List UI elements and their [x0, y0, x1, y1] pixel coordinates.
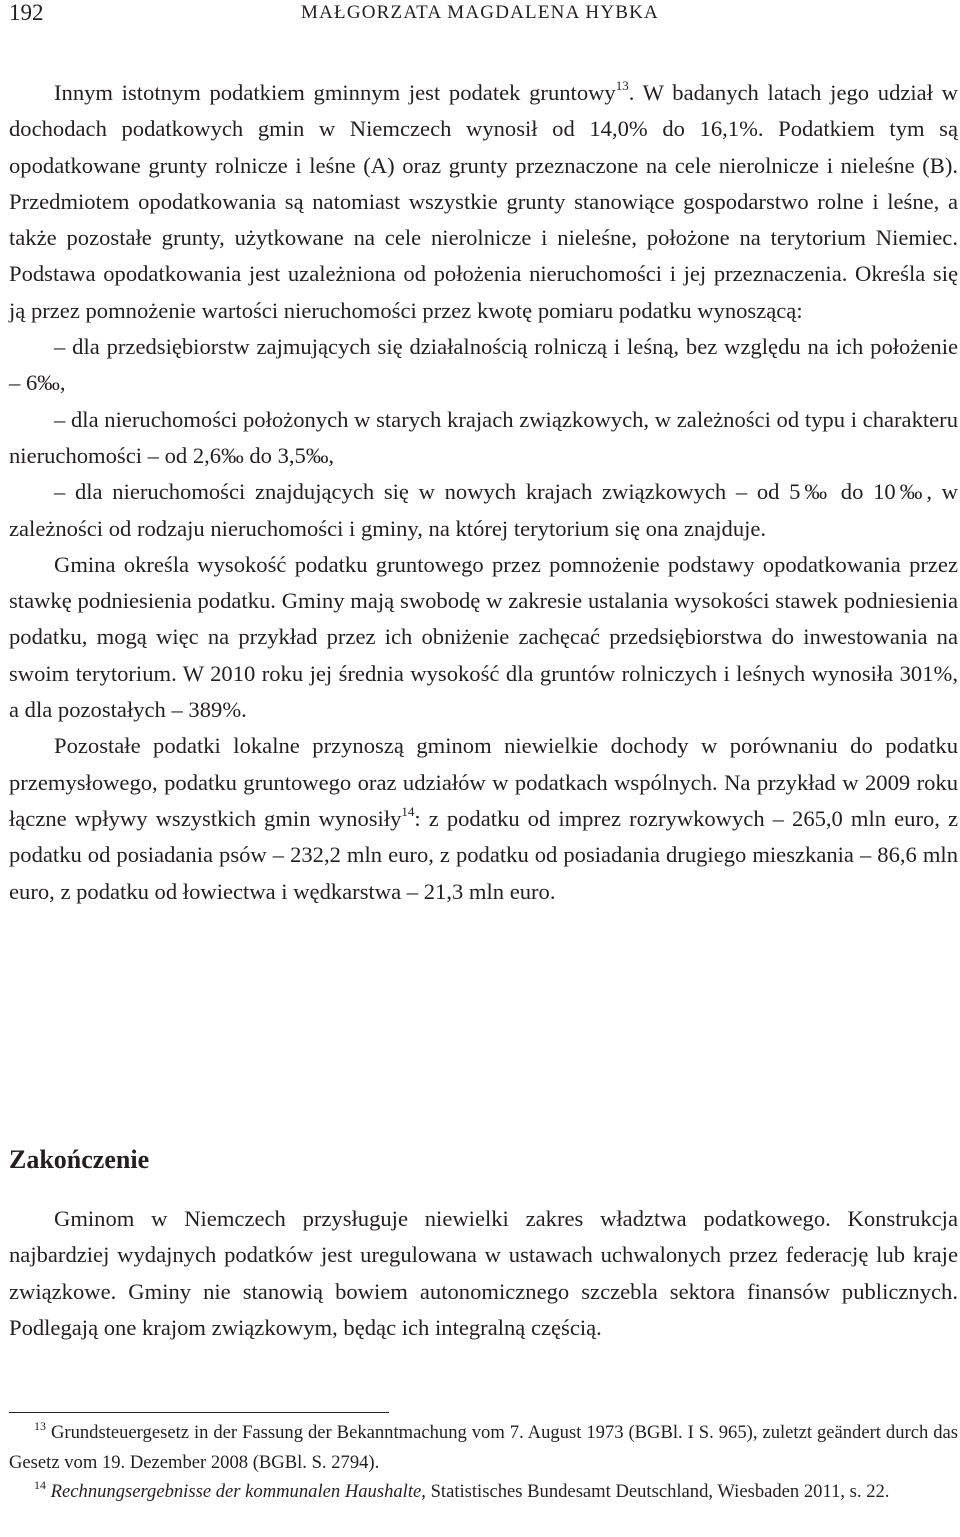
paragraph-text: Innym istotnym podatkiem gminnym jest podatek gruntowy	[54, 80, 616, 105]
footnotes	[9, 1418, 958, 1507]
footnote-14	[9, 1477, 958, 1507]
paragraph-tax-rate: Gmina określa wysokość podatku gruntowego przez pomnożenie podstawy opodatkowania przez stawkę podniesienia podatku. Gminy mają swobodę w zakresie ustalania wysokości stawek podniesienia podatku, mogą więc na przykład przez ich obniżenie zachęcać przedsiębiorstwa do inwestowania na swoim terytorium. W 2010 roku jej średnia wysokość dla gruntów rolniczych i leśnych wynosiła 301%, a dla pozostałych – 389%.	[9, 551, 958, 723]
paragraph-text: Pozostałe podatki lokalne przynoszą gminom niewielkie dochody w porównaniu do podatku przemysłowego, podatku gruntowego oraz udziałów w podatkach wspólnych. Na przykład w 2009 roku łączne wpływy wszystkich gmin wynosiły	[9, 733, 958, 831]
section-heading: Zakończenie	[9, 1145, 150, 1174]
paragraph-other-taxes	[9, 728, 958, 909]
list-item-new-states: – dla nieruchomości znajdujących się w nowych krajach związkowych – od 5‰ do 10‰, w zależności od rodzaju nieruchomości i gminy, na której terytorium się ona znajduje.	[9, 479, 958, 541]
footnote-divider	[9, 1412, 389, 1413]
conclusion-section	[9, 1201, 958, 1346]
list-item-old-states: – dla nieruchomości położonych w starych krajach związkowych, w zależności od typu i charakteru nieruchomości – od 2,6‰ do 3,5‰,	[9, 406, 958, 468]
footnote-source-title: Rechnungsergebnisse der kommunalen Haushalte	[50, 1481, 422, 1502]
footnote-13	[9, 1418, 958, 1477]
running-head-author: MAŁGORZATA MAGDALENA HYBKA	[301, 2, 659, 23]
list-item-enterprises: – dla przedsiębiorstw zajmujących się działalnością rolniczą i leśną, bez względu na ich położenie – 6‰,	[9, 334, 958, 396]
footnote-text: Grundsteuergesetz in der Fassung der Bekanntmachung vom 7. August 1973 (BGBl. I S. 965), zuletzt geändert durch das Gesetz vom 19. Dezember 2008 (BGBl. S. 2794).	[9, 1422, 958, 1473]
paragraph-text: : z podatku od imprez rozrywkowych – 265,0 mln euro, z podatku od posiadania psów – 232,2 mln euro, z podatku od posiadania drugiego mieszkania – 86,6 mln euro, z podatku od łowiectwa i wędkarstwa – 21,3 mln euro.	[9, 805, 958, 904]
body-text	[9, 75, 958, 910]
footnote-number: 14	[34, 1478, 46, 1492]
footnote-number: 13	[34, 1419, 46, 1433]
paragraph-conclusion: Gminom w Niemczech przysługuje niewielki zakres władztwa podatkowego. Konstrukcja najbardziej wydajnych podatków jest uregulowana w ustawach uchwalonych przez federację lub kraje związkowe. Gminy nie stanowią bowiem autonomicznego szczebla sektora finansów publicznych. Podlegają one krajom związkowym, będąc ich integralną częścią.	[9, 1206, 958, 1340]
page-number: 192	[9, 0, 44, 25]
paragraph-land-tax	[9, 75, 958, 329]
footnote-ref-13: 13	[615, 78, 629, 93]
footnote-ref-14: 14	[401, 803, 415, 819]
page-header	[9, 0, 951, 30]
footnote-text: , Statistisches Bundesamt Deutschland, Wiesbaden 2011, s. 22.	[421, 1481, 890, 1502]
paragraph-text: . W badanych latach jego udział w dochodach podatkowych gmin w Niemczech wynosił od 14,0% do 16,1%. Podatkiem tym są opodatkowane grunty rolnicze i leśne (A) oraz grunty przeznaczone na cele nierolnicze i nieleśne (B). Przedmiotem opodatkowania są natomiast wszystkie grunty stanowiące gospodarstwo rolne i leśne, a także pozostałe grunty, użytkowane na cele nierolnicze i nieleśne, położone na terytorium Niemiec. Podstawa opodatkowania jest uzależniona od położenia nieruchomości i jej przeznaczenia. Określa się ją przez pomnożenie wartości nieruchomości przez kwotę pomiaru podatku wynoszącą:	[9, 80, 958, 323]
